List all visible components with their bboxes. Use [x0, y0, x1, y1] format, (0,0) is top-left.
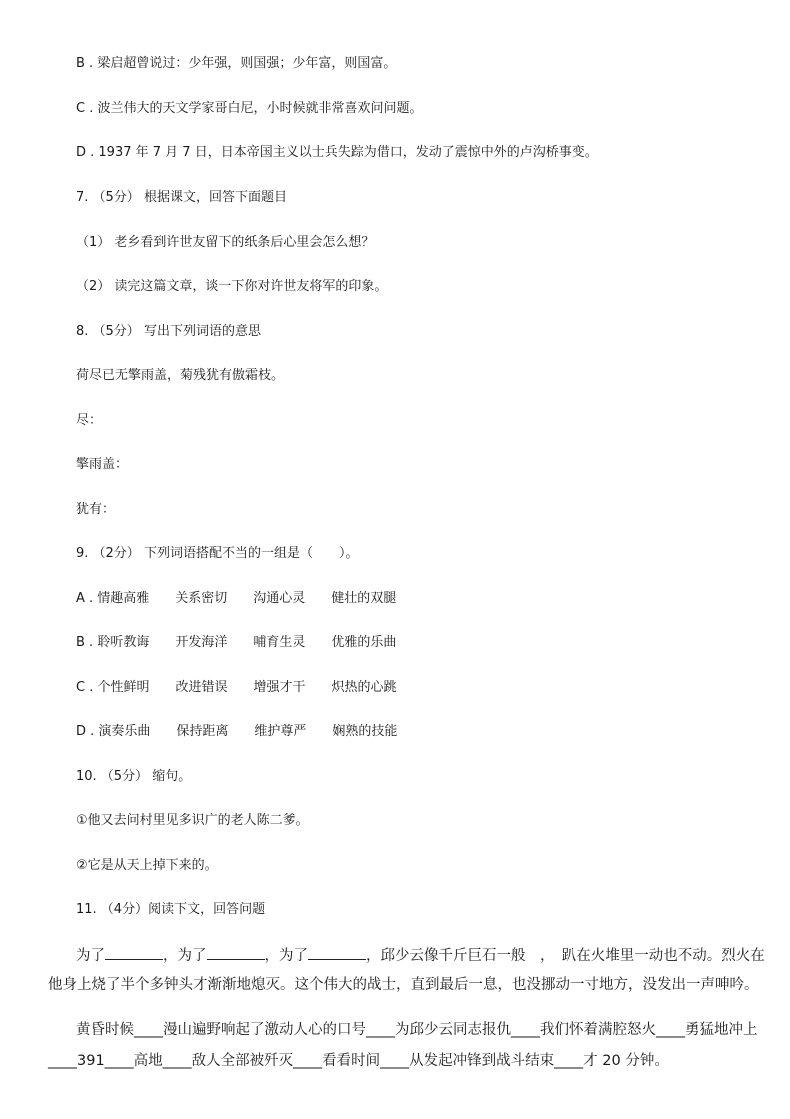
q10-header: 10. （5分） 缩句。: [76, 769, 192, 784]
q11-blank-3[interactable]: [308, 945, 366, 960]
q11-blank-1[interactable]: [105, 945, 163, 960]
q7-subquestion-1: （1） 老乡看到许世友留下的纸条后心里会怎么想？: [76, 235, 375, 250]
q10-sentence-2: ②它是从天上掉下来的。: [76, 858, 218, 873]
q11-passage-1-line-1: [76, 945, 765, 966]
q10-sentence-1: ①他又去问村里见多识广的老人陈二爹。: [76, 813, 309, 828]
q6-option-b: B . 梁启超曾说过：少年强，则国强；少年富，则国富。: [76, 56, 397, 71]
q11-passage-text: 为了: [76, 948, 105, 964]
q8-term-qingyugai: 擎雨盖：: [76, 457, 129, 472]
q8-term-youyou: 犹有：: [76, 502, 116, 517]
q9-header: 9. （2分） 下列词语搭配不当的一组是（ ）。: [76, 546, 359, 561]
q11-passage-1-line-2: 他身上烧了半个多钟头才渐渐地熄灭。这个伟大的战士，直到最后一息，也没挪动一寸地方，没发出一声呻吟。: [48, 977, 759, 993]
q7-subquestion-2: （2） 读完这篇文章，谈一下你对许世友将军的印象。: [76, 279, 388, 294]
q9-option-d: D . 演奏乐曲 保持距离 维护尊严 娴熟的技能: [76, 724, 398, 739]
q9-option-c: C . 个性鲜明 改进错误 增强才干 炽热的心跳: [76, 680, 397, 695]
q8-term-jin: 尽：: [76, 413, 103, 428]
q11-blank-2[interactable]: [207, 945, 265, 960]
q11-passage-2-line-2: ____391____高地____敌人全部被歼灭____看看时间____从发起冲锋到战斗结束____才 20 分钟。: [48, 1053, 669, 1069]
q11-passage-text: ，为了: [264, 948, 308, 964]
q6-option-d: D . 1937 年 7 月 7 日，日本帝国主义以士兵失踪为借口，发动了震惊中外的卢沟桥事变。: [76, 145, 598, 160]
q11-passage-text: ，为了: [163, 948, 207, 964]
q11-header: 11. （4分）阅读下文，回答问题: [76, 902, 266, 917]
q8-header: 8. （5分） 写出下列词语的意思: [76, 324, 261, 339]
q9-option-b: B . 聆听教诲 开发海洋 哺育生灵 优雅的乐曲: [76, 635, 397, 650]
q11-passage-2-line-1: 黄昏时候____漫山遍野响起了激动人心的口号____为邱少云同志报仇____我们怀着满腔怒火____勇猛地冲上: [76, 1022, 758, 1038]
q9-option-a: A . 情趣高雅 关系密切 沟通心灵 健壮的双腿: [76, 591, 397, 606]
q6-option-c: C . 波兰伟大的天文学家哥白尼，小时候就非常喜欢问问题。: [76, 101, 423, 116]
q8-poem: 荷尽已无擎雨盖，菊残犹有傲霜枝。: [76, 368, 285, 383]
q7-header: 7. （5分） 根据课文，回答下面题目: [76, 190, 287, 205]
q11-passage-text: ，邱少云像千斤巨石一般 ， 趴在火堆里一动也不动。烈火在: [366, 948, 765, 964]
